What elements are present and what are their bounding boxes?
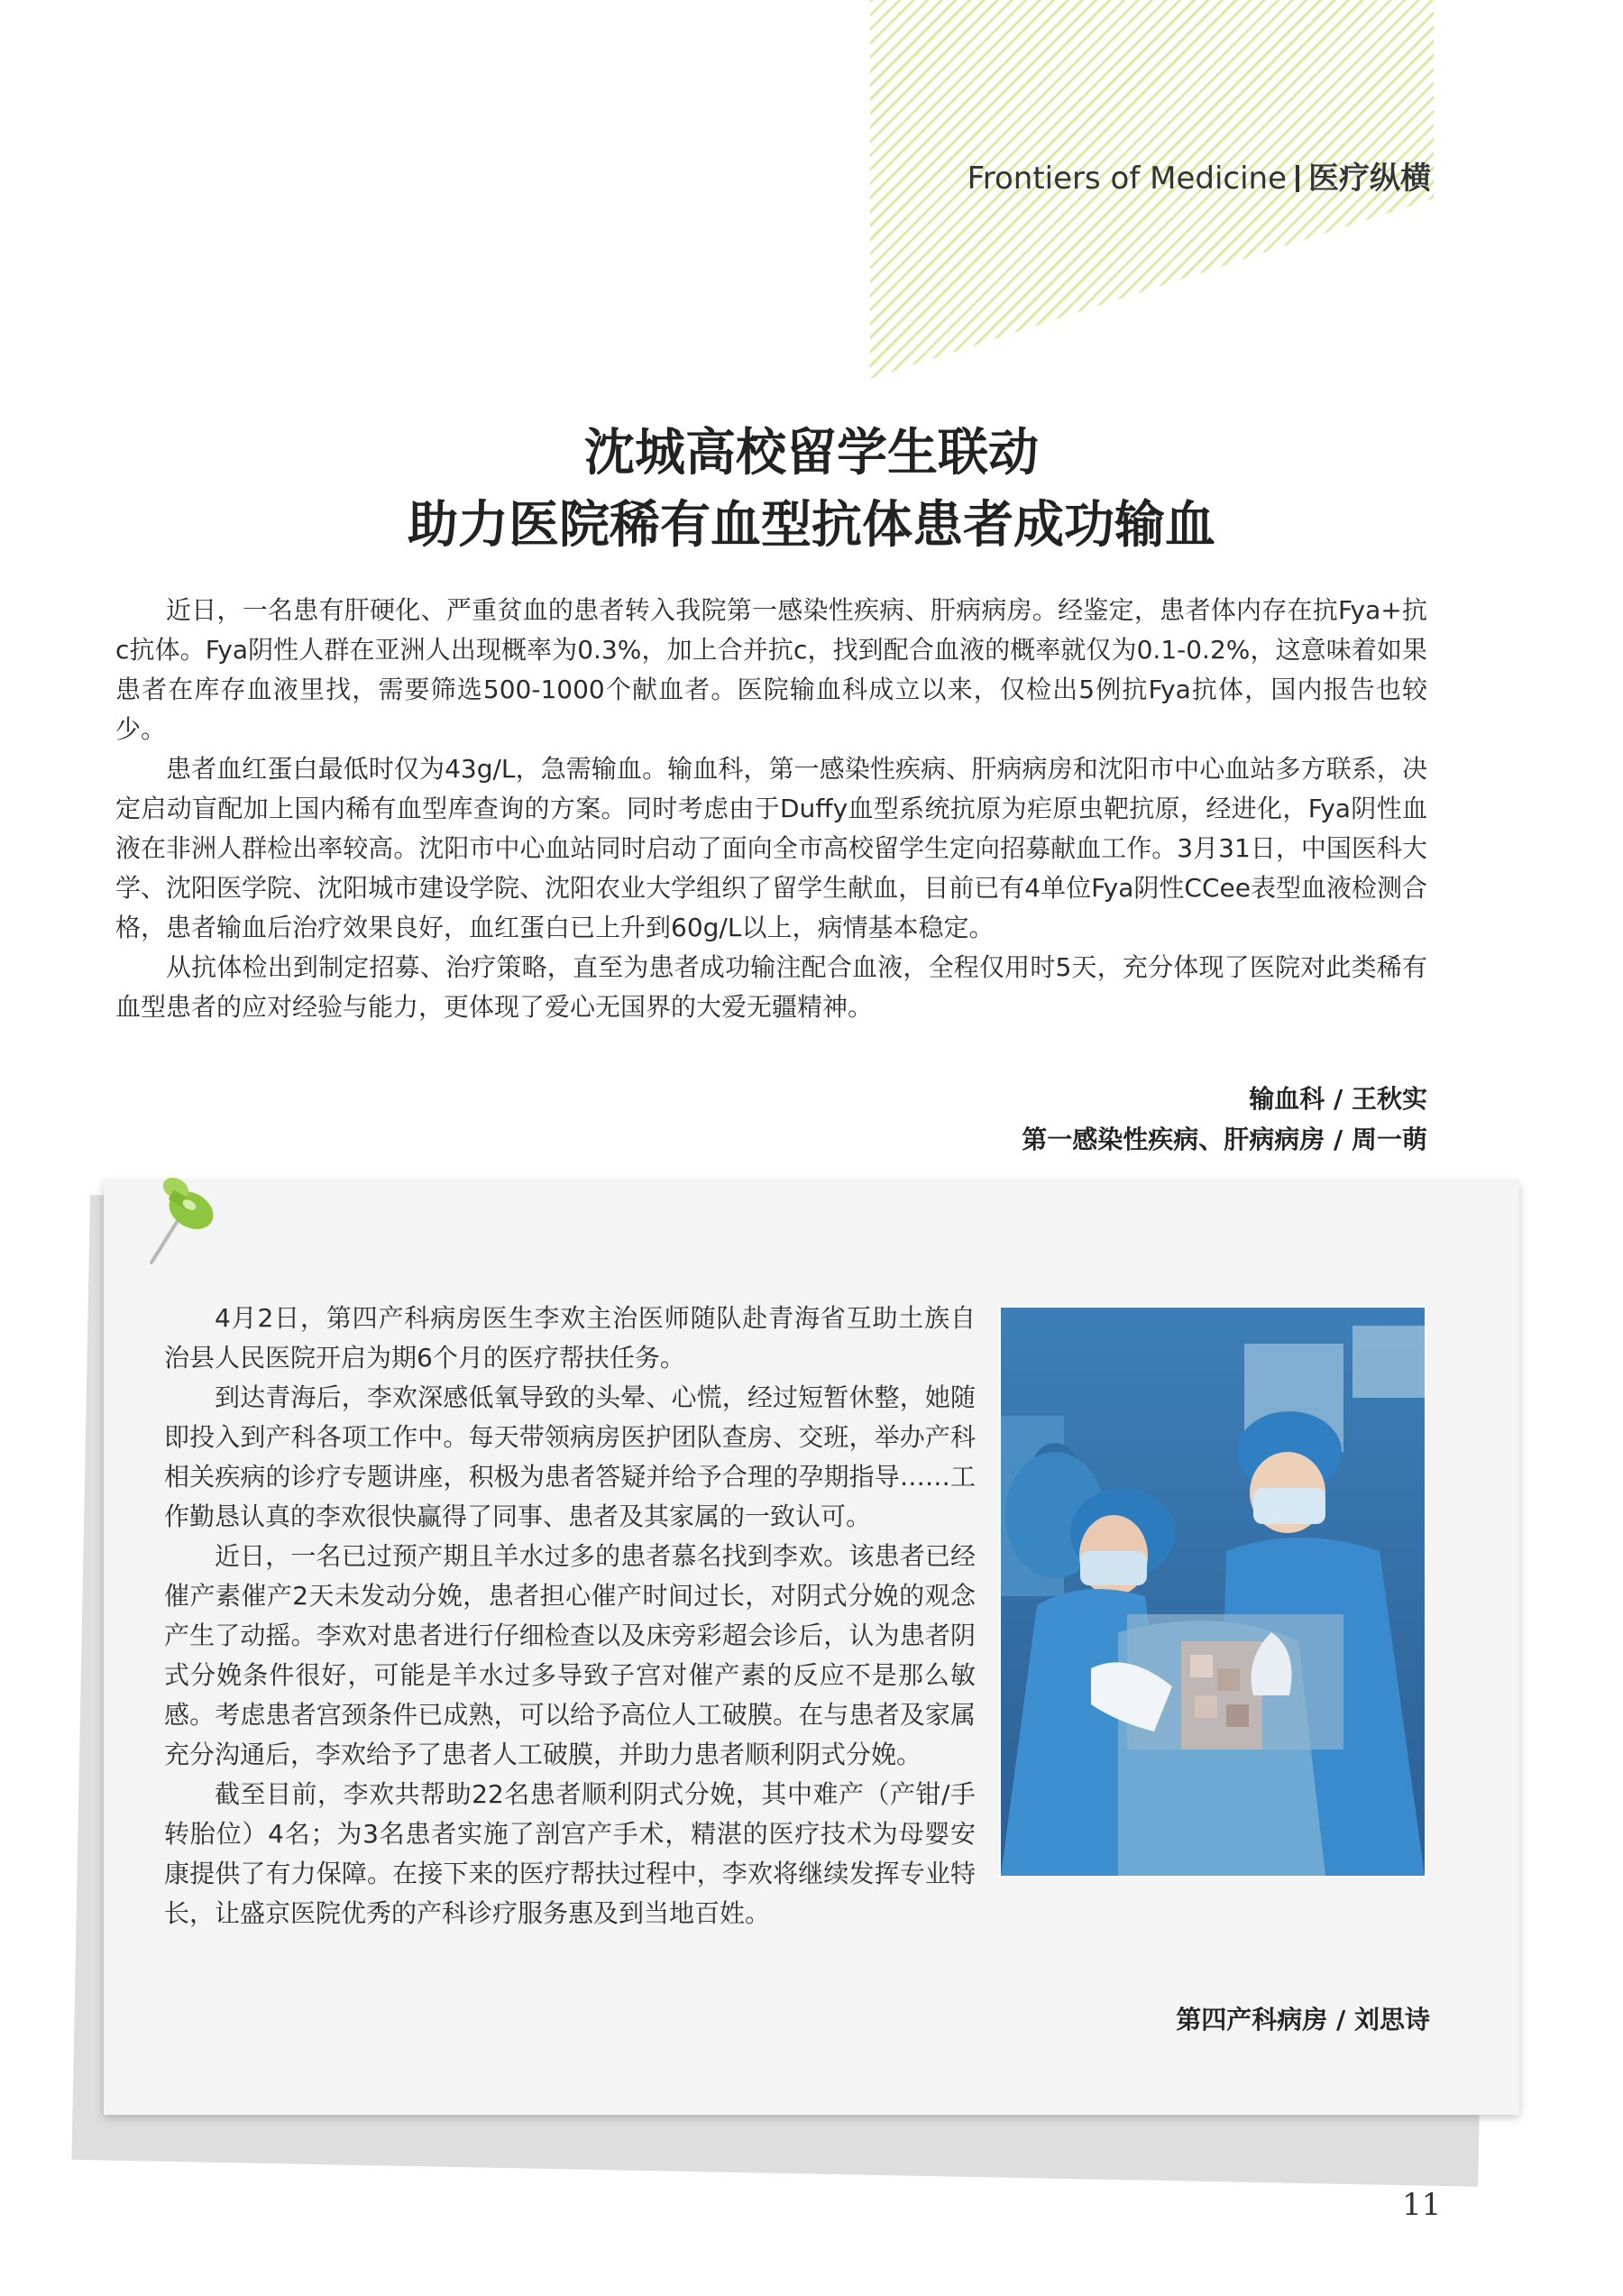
note-paragraph: 4月2日，第四产科病房医生李欢主治医师随队赴青海省互助土族自治县人民医院开启为期6个月的医疗帮扶任务。 (164, 1303, 976, 1373)
surgery-photo (999, 1306, 1426, 1878)
pushpin-icon (135, 1172, 234, 1281)
note-byline: 第四产科病房 / 刘思诗 (1176, 2005, 1430, 2034)
article-paragraph: 患者血红蛋白最低时仅为43g/L，急需输血。输血科，第一感染性疾病、肝病病房和沈阳市中心血站多方联系，决定启动盲配加上国内稀有血型库查询的方案。同时考虑由于Duffy血型系统抗原为疟原虫靶抗原，经进化，Fya阴性血液在非洲人群检出率较高。沈阳市中心血站同时启动了面向全市高校留学生定向招募献血工作。3月31日，中国医科大学、沈阳医学院、沈阳城市建设学院、沈阳农业大学组织了留学生献血，目前已有4单位Fya阴性CCee表型血液检测合格，患者输血后治疗效果良好，血红蛋白已上升到60g/L以上，病情基本稳定。 (115, 754, 1427, 942)
header-separator (1296, 165, 1299, 192)
article-byline-2: 第一感染性疾病、肝病病房 / 周一萌 (1022, 1125, 1427, 1154)
note-paragraph: 到达青海后，李欢深感低氧导致的头晕、心慌，经过短暂休整，她随即投入到产科各项工作中。每天带领病房医护团队查房、交班，举办产科相关疾病的诊疗专题讲座，积极为患者答疑并给予合理的孕期指导……工作勤恳认真的李欢很快赢得了同事、患者及其家属的一致认可。 (164, 1382, 976, 1531)
section-name-english: Frontiers of Medicine (967, 161, 1287, 197)
note-paragraph: 近日，一名已过预产期且羊水过多的患者慕名找到李欢。该患者已经催产素催产2天未发动分娩，患者担心催产时间过长，对阴式分娩的观念产生了动摇。李欢对患者进行仔细检查以及床旁彩超会诊后，认为患者阴式分娩条件很好，可能是羊水过多导致子宫对催产素的反应不是那么敏感。考虑患者宫颈条件已成熟，可以给予高位人工破膜。在与患者及家属充分沟通后，李欢给予了患者人工破膜，并助力患者顺利阴式分娩。 (164, 1541, 976, 1769)
article-title-line-2: 助力医院稀有血型抗体患者成功输血 (408, 495, 1215, 555)
note-paragraph: 截至目前，李欢共帮助22名患者顺利阴式分娩，其中难产（产钳/手转胎位）4名；为3名患者实施了剖宫产手术，精湛的医疗技术为母婴安康提供了有力保障。在接下来的医疗帮扶过程中，李欢将继续发挥专业特长，让盛京医院优秀的产科诊疗服务惠及到当地百姓。 (164, 1779, 976, 1928)
header-stripe-decoration (0, 0, 1623, 397)
section-header (967, 153, 1431, 197)
section-name-chinese: 医疗纵横 (1308, 161, 1431, 197)
article-byline-1: 输血科 / 王秋实 (1249, 1084, 1427, 1114)
article-body (115, 591, 1427, 1027)
article-paragraph: 近日，一名患有肝硬化、严重贫血的患者转入我院第一感染性疾病、肝病病房。经鉴定，患者体内存在抗Fya+抗c抗体。Fya阴性人群在亚洲人出现概率为0.3%，加上合并抗c，找到配合血液的概率就仅为0.1-0.2%，这意味着如果患者在库存血液里找，需要筛选500-1000个献血者。医院输血科成立以来，仅检出5例抗Fya抗体，国内报告也较少。 (115, 595, 1427, 744)
page-number: 11 (1402, 2187, 1442, 2223)
article-paragraph: 从抗体检出到制定招募、治疗策略，直至为患者成功输注配合血液，全程仅用时5天，充分体现了医院对此类稀有血型患者的应对经验与能力，更体现了爱心无国界的大爱无疆精神。 (115, 952, 1427, 1022)
article-title-line-1: 沈城高校留学生联动 (584, 423, 1039, 482)
